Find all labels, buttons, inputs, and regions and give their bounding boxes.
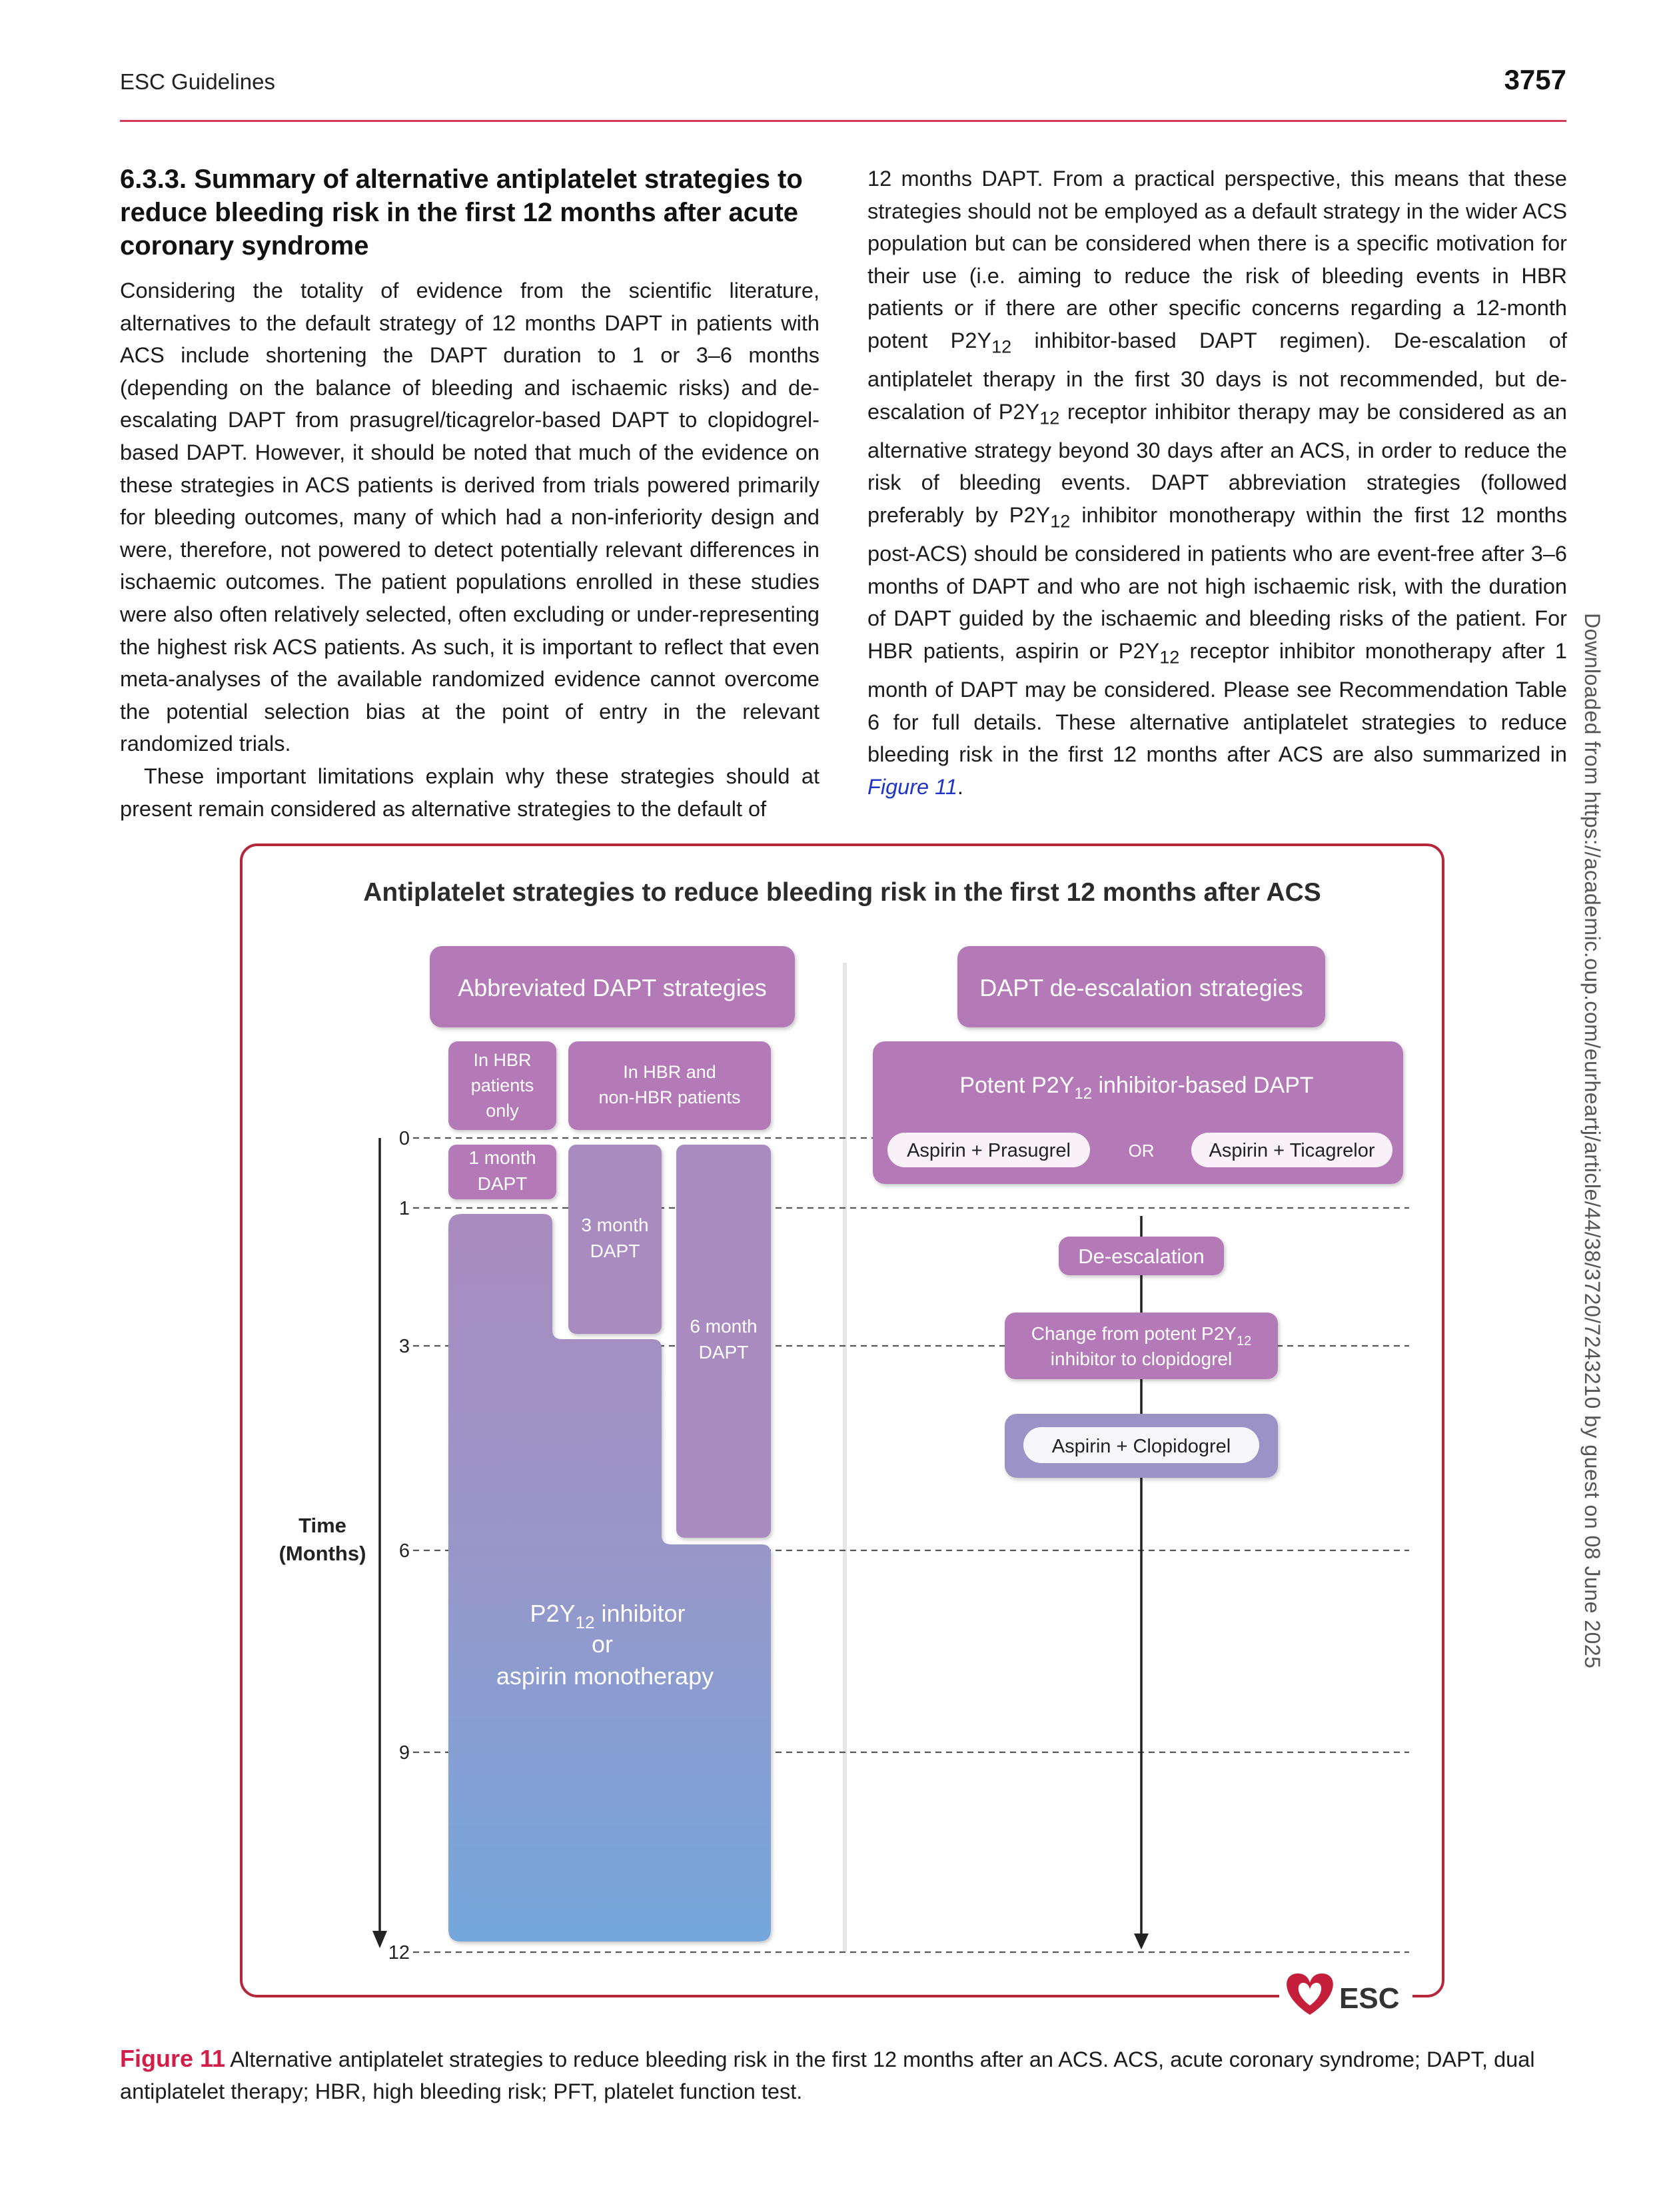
section-title: 6.3.3. Summary of alternative antiplatelet strategies to reduce bleeding risk in the first 12 months after acute coronary syndrome <box>120 165 803 261</box>
change-pre: Change from potent P2Y <box>1031 1323 1237 1344</box>
subscript: 12 <box>1039 407 1060 428</box>
time-axis-unit: (Months) <box>278 1542 366 1565</box>
paragraph-limitations: These important limitations explain why these strategies should at present remain considered as alternative strategies to the default of <box>120 764 820 821</box>
subscript: 12 <box>1159 646 1180 668</box>
abbreviated-dapt-header-label: Abbreviated DAPT strategies <box>458 974 767 1001</box>
figure-title: Antiplatelet strategies to reduce bleeding risk in the first 12 months after ACS <box>363 878 1321 907</box>
paragraph-evidence: Considering the totality of evidence from the scientific literature, alternatives to the default strategy of 12 months DAPT in patients with ACS include shortening the DAPT duration to 1 or 3–6 months (depending on the balance of bleeding and ischaemic risks) and de-escalating DAPT from prasugrel/ticagrelor-based DAPT to clopidogrel-based DAPT. However, it should be noted that much of the evidence on these strategies in ACS patients is derived from trials powered primarily for bleeding outcomes, many of which had a non-inferiority design and were, therefore, not powered to detect potentially relevant differences in ischaemic outcomes. The patient populations enrolled in these studies were also often relatively selected, often excluding or under-representing the highest risk ACS patients. As such, it is important to reflect that even meta-analyses of the available randomized evidence cannot overcome the potential selection bias at the point of entry in the relevant randomized trials. <box>120 278 820 756</box>
mono-inhibitor: inhibitor <box>594 1600 686 1627</box>
six-month-dapt-box <box>676 1145 771 1538</box>
de-escalation-label: De-escalation <box>1078 1245 1205 1268</box>
caption-label: Figure 11 <box>120 2045 226 2072</box>
page-number: 3757 <box>1504 64 1566 95</box>
caption-text: Alternative antiplatelet strategies to reduce bleeding risk in the first 12 months after an ACS. ACS, acute coronary syndrome; DAPT, dual antiplatelet therapy; HBR, high bleeding risk; PFT, platelet function test. <box>120 2047 1535 2103</box>
de-escalation-arrowhead <box>1134 1934 1149 1949</box>
six-month-dapt-label: DAPT <box>698 1342 749 1363</box>
aspirin-prasugrel-label: Aspirin + Prasugrel <box>907 1140 1071 1161</box>
hbr-non-hbr-label: In HBR and <box>623 1062 716 1082</box>
hbr-non-hbr-box <box>568 1041 771 1130</box>
text-segment: inhibitor monotherapy within the first 12 months post-ACS) should be considered in patients who are event-free after 3–6 months of DAPT and who are not high ischaemic risk, with the duration of DAPT guided by the ischaemic and bleeding risks of the patient. For HBR patients, aspirin or P2Y <box>867 502 1567 663</box>
mono-p2y: P2Y <box>530 1600 576 1627</box>
or-label: OR <box>1128 1141 1155 1161</box>
monotherapy-label-line3: aspirin monotherapy <box>496 1662 714 1690</box>
potent-post: inhibitor-based DAPT <box>1092 1073 1314 1098</box>
one-month-dapt-label: 1 month <box>468 1147 536 1168</box>
aspirin-ticagrelor-label: Aspirin + Ticagrelor <box>1209 1140 1375 1161</box>
three-month-dapt-label: DAPT <box>590 1241 640 1261</box>
download-note: Downloaded from https://academic.oup.com/eurheartj/article/44/38/3720/7243210 by guest on 08 June 2025 <box>1580 613 1604 1669</box>
tick-label: 9 <box>398 1742 410 1764</box>
hbr-only-label: patients <box>470 1075 534 1095</box>
tick-labels <box>388 1128 410 1963</box>
three-month-dapt-box <box>568 1145 662 1334</box>
text-segment: inhibitor-based DAPT regimen). De-escalation of antiplatelet therapy in the first 30 days is not recommended, but de-escalation of P2Y <box>867 328 1567 424</box>
six-month-dapt-label: 6 month <box>690 1316 758 1337</box>
tick-label: 3 <box>398 1336 410 1357</box>
hbr-only-label: In HBR <box>473 1050 532 1070</box>
three-month-dapt-label: 3 month <box>581 1215 649 1235</box>
text-segment: receptor inhibitor therapy may be considered as an alternative strategy beyond 30 days after an ACS, in order to reduce the risk of bleeding events. DAPT abbreviation strategies (followed preferably by P2Y <box>867 399 1567 527</box>
tick-label: 6 <box>398 1540 410 1562</box>
subscript: 12 <box>991 336 1012 357</box>
subscript: 12 <box>1050 510 1071 532</box>
potent-sub: 12 <box>1074 1085 1093 1103</box>
running-header: ESC Guidelines <box>120 69 275 94</box>
time-axis-label: Time <box>298 1514 346 1537</box>
figure-link[interactable]: Figure 11 <box>867 774 957 799</box>
de-escalation-header-label: DAPT de-escalation strategies <box>979 974 1303 1001</box>
tick-label: 12 <box>388 1942 410 1963</box>
time-arrowhead <box>372 1931 387 1948</box>
tick-label: 0 <box>398 1128 410 1149</box>
esc-logo-text: ESC <box>1339 1982 1400 2015</box>
text-segment: 12 months DAPT. From a practical perspective, this means that these strategies should not be employed as a default strategy in the wider ACS population but can be considered when there is a specific motivation for their use (i.e. aiming to reduce the risk of bleeding events in HBR patients or if there are other specific concerns regarding a 12-month potent P2Y <box>867 167 1567 352</box>
monotherapy-label-line2: or <box>591 1630 614 1658</box>
potent-pre: Potent P2Y <box>959 1073 1075 1098</box>
text-segment: receptor inhibitor monotherapy after 1 month of DAPT may be considered. Please see Recommendation Table 6 for full details. These alternative antiplatelet strategies to reduce bleeding risk in the first 12 months after ACS are also summarized in <box>867 638 1567 767</box>
change-label-line2: inhibitor to clopidogrel <box>1050 1349 1233 1369</box>
hbr-non-hbr-label: non-HBR patients <box>598 1087 741 1107</box>
tick-label: 1 <box>398 1198 410 1219</box>
change-sub: 12 <box>1236 1334 1252 1349</box>
aspirin-clopidogrel-label: Aspirin + Clopidogrel <box>1051 1436 1231 1457</box>
figure-caption <box>120 2043 1566 2107</box>
one-month-dapt-label: DAPT <box>477 1173 528 1194</box>
mono-sub: 12 <box>575 1612 595 1632</box>
text-segment: . <box>957 774 963 799</box>
hbr-only-label: only <box>486 1101 519 1121</box>
